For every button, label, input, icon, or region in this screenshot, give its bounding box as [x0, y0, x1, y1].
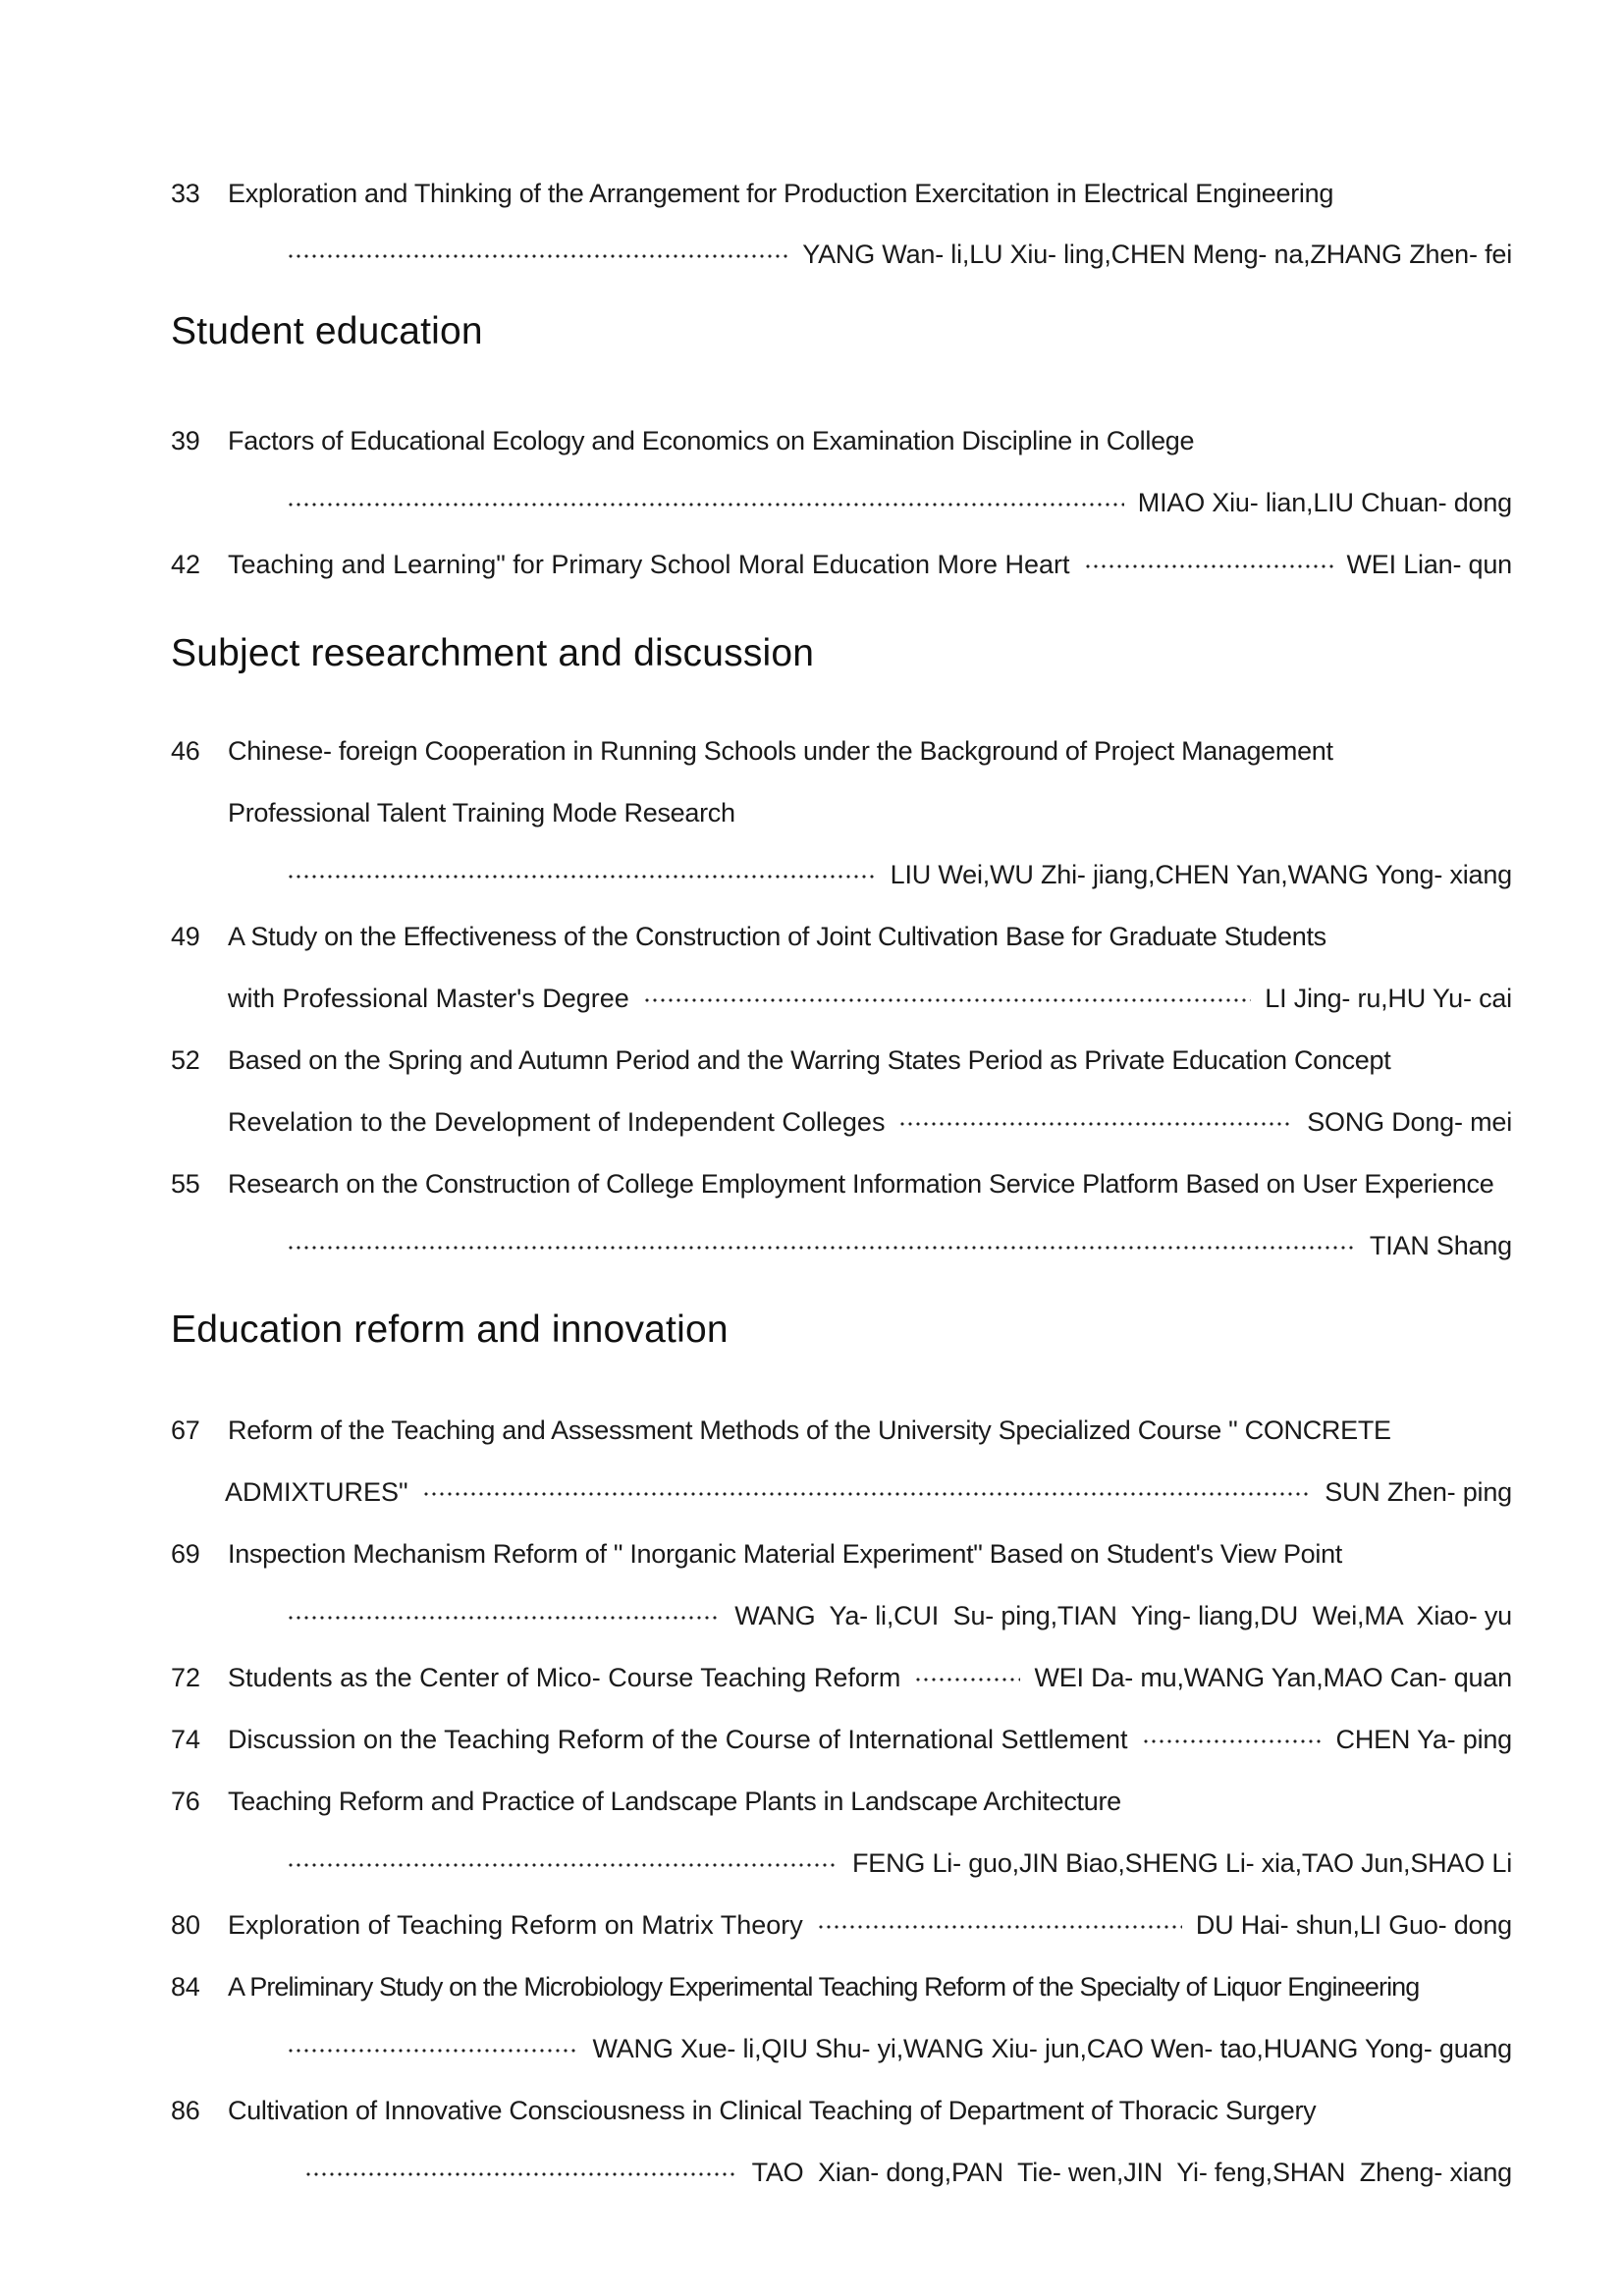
page-number: 55: [171, 1168, 200, 1199]
entry-authors: MIAO Xiu- lian,LIU Chuan- dong: [1137, 487, 1512, 517]
entry-authors: YANG Wan- li,LU Xiu- ling,CHEN Meng- na,ZHANG Zhen- fei: [802, 239, 1512, 269]
toc-entry-67-title-line-2: [225, 1472, 1512, 1512]
leader-dots: [287, 503, 1124, 507]
entry-title: Cultivation of Innovative Consciousness in Clinical Teaching of Department of Thoracic Surgery: [228, 2095, 1317, 2125]
entry-authors: SUN Zhen- ping: [1325, 1476, 1512, 1507]
entry-title: Chinese- foreign Cooperation in Running Schools under the Background of Project Management: [228, 735, 1333, 766]
section-heading-education-reform: Education reform and innovation: [171, 1308, 729, 1351]
toc-entry-76-title-line: [171, 1782, 1121, 1821]
entry-title: Exploration and Thinking of the Arrangement for Production Exercitation in Electrical Engineering: [228, 178, 1334, 208]
entry-title: Exploration of Teaching Reform on Matrix Theory: [228, 1909, 803, 1940]
entry-authors: LI Jing- ru,HU Yu- cai: [1265, 983, 1512, 1013]
entry-authors: SONG Dong- mei: [1307, 1106, 1512, 1137]
page-number: 67: [171, 1415, 200, 1445]
leader-dots: [914, 1678, 1020, 1682]
section-heading-subject-research: Subject researchment and discussion: [171, 632, 815, 674]
entry-title: Discussion on the Teaching Reform of the Course of International Settlement: [228, 1724, 1128, 1754]
leader-dots: [287, 1616, 721, 1620]
toc-entry-46-title-line-1: [171, 731, 1333, 771]
leader-dots: [287, 254, 788, 258]
toc-entry-74-line: [171, 1720, 1512, 1759]
leader-dots: [287, 875, 877, 879]
leader-dots: [287, 1246, 1356, 1250]
toc-entry-46-author-line: [287, 855, 1512, 894]
entry-authors: FENG Li- guo,JIN Biao,SHENG Li- xia,TAO Jun,SHAO Li: [851, 1847, 1512, 1878]
toc-entry-69-author-line: [287, 1596, 1512, 1635]
entry-title: A Study on the Effectiveness of the Construction of Joint Cultivation Base for Graduate Students: [228, 921, 1326, 951]
page-number: 52: [171, 1044, 200, 1075]
toc-entry-72-line: [171, 1658, 1512, 1697]
toc-entry-69-title-line: [171, 1534, 1342, 1574]
page-number: 80: [171, 1909, 201, 1940]
toc-entry-39-title-line: [171, 421, 1194, 460]
toc-entry-86-author-line: [304, 2153, 1512, 2192]
toc-entry-42-line: [171, 545, 1512, 584]
page-number: 72: [171, 1662, 201, 1692]
toc-entry-52-title-line-1: [171, 1041, 1390, 1080]
entry-title: Teaching Reform and Practice of Landscape Plants in Landscape Architecture: [228, 1786, 1121, 1816]
entry-title: Teaching and Learning" for Primary School Moral Education More Heart: [228, 549, 1070, 579]
entry-authors: TAO Xian- dong,PAN Tie- wen,JIN Yi- feng,SHAN Zheng- xiang: [751, 2157, 1512, 2187]
toc-entry-33-title-line: [171, 174, 1333, 213]
toc-entry-52-title-line-2: [228, 1102, 1512, 1142]
toc-entry-55-title-line: [171, 1164, 1493, 1203]
entry-authors: LIU Wei,WU Zhi- jiang,CHEN Yan,WANG Yong- xiang: [890, 859, 1512, 889]
leader-dots: [898, 1122, 1293, 1126]
toc-entry-49-title-line-2: [228, 979, 1512, 1018]
entry-title: Based on the Spring and Autumn Period and the Warring States Period as Private Education Concept: [228, 1044, 1391, 1075]
leader-dots: [1142, 1739, 1323, 1743]
entry-title: A Preliminary Study on the Microbiology Experimental Teaching Reform of the Specialty of Liquor Engineering: [228, 1971, 1420, 2002]
toc-entry-46-title-line-2: [228, 793, 735, 832]
leader-dots: [422, 1492, 1312, 1496]
page-number: 76: [171, 1786, 200, 1816]
leader-dots: [287, 2049, 578, 2053]
toc-entry-76-author-line: [287, 1843, 1512, 1883]
toc-entry-84-author-line: [287, 2029, 1512, 2068]
toc-entry-39-author-line: [287, 483, 1512, 522]
leader-dots: [643, 998, 1251, 1002]
entry-authors: TIAN Shang: [1369, 1230, 1512, 1260]
page-number: 74: [171, 1724, 201, 1754]
leader-dots: [287, 1863, 839, 1867]
toc-entry-55-author-line: [287, 1226, 1512, 1265]
page-number: 86: [171, 2095, 200, 2125]
leader-dots: [1084, 564, 1333, 568]
page-number: 69: [171, 1538, 200, 1569]
page-number: 84: [171, 1971, 200, 2002]
entry-authors: WEI Lian- qun: [1346, 549, 1512, 579]
page-number: 46: [171, 735, 200, 766]
entry-title: Research on the Construction of College Employment Information Service Platform Based on User Experience: [228, 1168, 1494, 1199]
entry-authors: CHEN Ya- ping: [1335, 1724, 1512, 1754]
entry-title: Students as the Center of Mico- Course Teaching Reform: [228, 1662, 901, 1692]
page-number: 49: [171, 921, 200, 951]
entry-title-continued: Professional Talent Training Mode Research: [228, 797, 735, 828]
toc-entry-80-line: [171, 1905, 1512, 1945]
toc-entry-49-title-line-1: [171, 917, 1326, 956]
entry-authors: WEI Da- mu,WANG Yan,MAO Can- quan: [1034, 1662, 1512, 1692]
toc-entry-86-title-line: [171, 2091, 1316, 2130]
leader-dots: [817, 1925, 1182, 1929]
toc-entry-67-title-line-1: [171, 1411, 1391, 1450]
entry-authors: DU Hai- shun,LI Guo- dong: [1195, 1909, 1512, 1940]
entry-title: Factors of Educational Ecology and Economics on Examination Discipline in College: [228, 425, 1195, 455]
entry-title: Reform of the Teaching and Assessment Methods of the University Specialized Course " CONCRETE: [228, 1415, 1391, 1445]
leader-dots: [304, 2172, 738, 2176]
toc-entry-33-author-line: [287, 235, 1512, 274]
entry-title-continued: with Professional Master's Degree: [228, 983, 629, 1013]
entry-title-continued: ADMIXTURES": [225, 1476, 408, 1507]
page-number: 33: [171, 178, 200, 208]
toc-entry-84-title-line: [171, 1967, 1419, 2006]
entry-title-continued: Revelation to the Development of Independent Colleges: [228, 1106, 886, 1137]
section-heading-student-education: Student education: [171, 310, 483, 352]
entry-authors: WANG Ya- li,CUI Su- ping,TIAN Ying- liang,DU Wei,MA Xiao- yu: [734, 1600, 1512, 1630]
page-number: 42: [171, 549, 201, 579]
entry-title: Inspection Mechanism Reform of " Inorganic Material Experiment" Based on Student's View Point: [228, 1538, 1342, 1569]
entry-authors: WANG Xue- li,QIU Shu- yi,WANG Xiu- jun,CAO Wen- tao,HUANG Yong- guang: [592, 2033, 1512, 2063]
page-number: 39: [171, 425, 200, 455]
